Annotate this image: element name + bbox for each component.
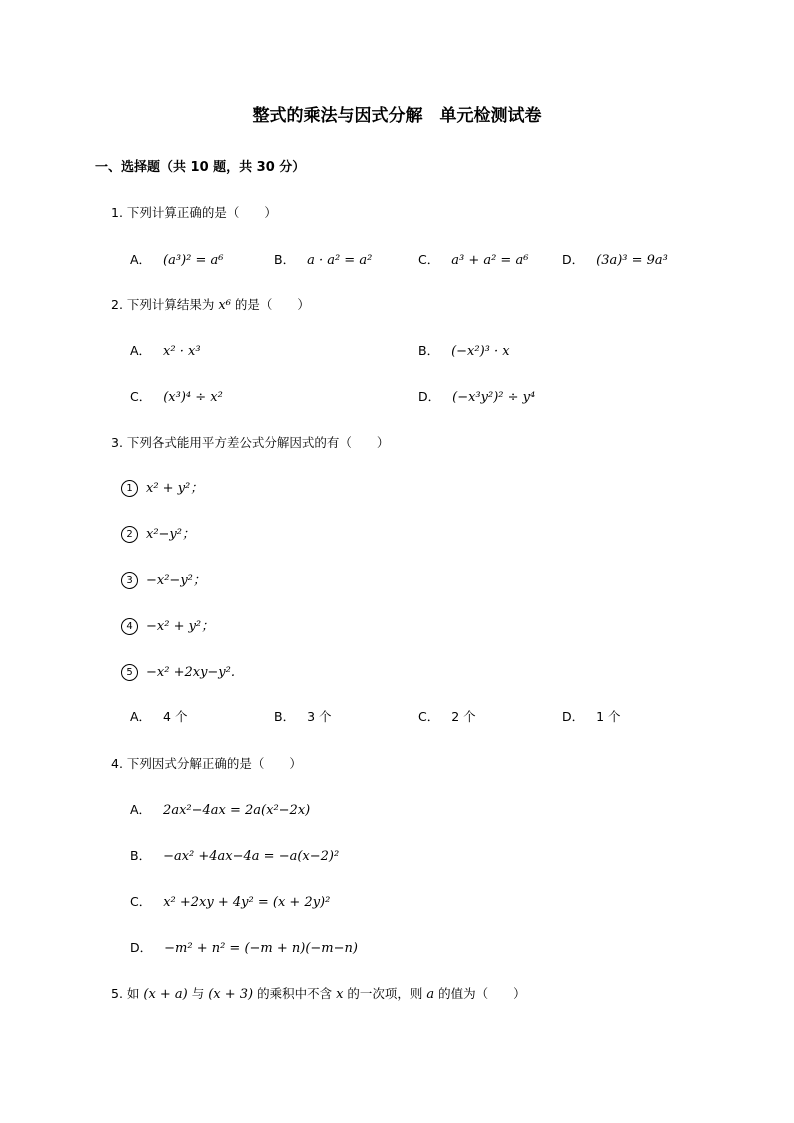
- option-label: A．: [130, 709, 152, 724]
- q1-option-b: [274, 254, 372, 267]
- option-math: 2ax²−4ax = 2a(x²−2x): [163, 803, 311, 818]
- option-math: −m² + n² = (−m + n)(−m−n): [164, 941, 358, 956]
- circled-number: 2: [121, 526, 138, 543]
- option-math: a³ + a² = a⁶: [451, 253, 529, 268]
- option-text: 1 个: [596, 709, 621, 724]
- option-text: 3 个: [307, 709, 332, 724]
- item-math: −x²−y²；: [146, 573, 206, 588]
- option-label: A．: [130, 802, 152, 817]
- q3-item-1: [121, 480, 203, 497]
- q4-option-a: [130, 804, 310, 817]
- item-math: −x² + y²；: [146, 619, 215, 634]
- circled-number: 1: [121, 480, 138, 497]
- option-label: B．: [418, 343, 440, 358]
- option-label: D．: [130, 940, 153, 955]
- option-math: x² +2xy + 4y² = (x + 2y)²: [163, 895, 331, 910]
- stem-math: x: [336, 987, 344, 1002]
- option-label: C．: [130, 894, 152, 909]
- option-label: B．: [274, 252, 296, 267]
- question-2-stem: [111, 299, 310, 312]
- option-math: (−x³y²)² ÷ y⁴: [452, 390, 536, 405]
- q3-item-4: [121, 618, 214, 635]
- stem-text: 的值为（ ）: [434, 986, 526, 1001]
- stem-text: 2. 下列计算结果为: [111, 297, 219, 312]
- q1-option-a: [130, 254, 223, 267]
- option-math: (3a)³ = 9a³: [596, 253, 668, 268]
- q3-item-5: [121, 664, 235, 681]
- question-4-stem: 4. 下列因式分解正确的是（ ）: [111, 756, 302, 771]
- circled-number: 5: [121, 664, 138, 681]
- q2-option-d: [418, 391, 535, 404]
- item-math: x² + y²；: [146, 481, 204, 496]
- stem-text: 5. 如: [111, 986, 144, 1001]
- stem-math: a: [426, 987, 435, 1002]
- option-label: C．: [130, 389, 152, 404]
- circled-number: 3: [121, 572, 138, 589]
- option-math: (x³)⁴ ÷ x²: [163, 390, 223, 405]
- stem-text: 的乘积中不含: [253, 986, 337, 1001]
- option-text: 2 个: [451, 709, 476, 724]
- item-math: x²−y²；: [146, 527, 195, 542]
- question-3-stem: 3. 下列各式能用平方差公式分解因式的有（ ）: [111, 435, 390, 450]
- option-label: B．: [130, 848, 152, 863]
- stem-math: (x + 3): [208, 987, 254, 1002]
- q3-option-b: [274, 711, 332, 724]
- question-5-stem: [111, 988, 526, 1001]
- q3-option-c: [418, 711, 476, 724]
- circled-number: 4: [121, 618, 138, 635]
- q1-option-d: [562, 254, 668, 267]
- q2-option-a: [130, 345, 201, 358]
- q4-option-d: [130, 942, 358, 955]
- option-math: (a³)² = a⁶: [163, 253, 224, 268]
- q3-option-a: [130, 711, 187, 724]
- option-math: x² · x³: [163, 344, 201, 359]
- stem-math: (x + a): [143, 987, 188, 1002]
- stem-text: 的是（ ）: [230, 297, 310, 312]
- option-label: C．: [418, 709, 440, 724]
- option-math: (−x²)³ · x: [451, 344, 510, 359]
- section-heading: 一、选择题（共 10 题，共 30 分）: [95, 160, 306, 175]
- option-label: D．: [418, 389, 441, 404]
- q3-item-3: [121, 572, 206, 589]
- option-math: a · a² = a²: [307, 253, 373, 268]
- q3-item-2: [121, 526, 195, 543]
- q3-option-d: [562, 711, 621, 724]
- option-label: C．: [418, 252, 440, 267]
- item-math: −x² +2xy−y².: [146, 665, 235, 680]
- option-text: 4 个: [163, 709, 188, 724]
- stem-math: x⁶: [218, 298, 231, 313]
- q1-option-c: [418, 254, 528, 267]
- option-label: A．: [130, 252, 152, 267]
- q2-option-c: [130, 391, 223, 404]
- option-label: B．: [274, 709, 296, 724]
- question-1-stem: 1. 下列计算正确的是（ ）: [111, 205, 277, 220]
- q2-option-b: [418, 345, 510, 358]
- q4-option-c: [130, 896, 330, 909]
- option-label: D．: [562, 709, 585, 724]
- stem-text: 的一次项，则: [343, 986, 427, 1001]
- option-label: D．: [562, 252, 585, 267]
- q4-option-b: [130, 850, 339, 863]
- page-title: 整式的乘法与因式分解 单元检测试卷: [252, 106, 542, 126]
- stem-text: 与: [187, 986, 209, 1001]
- option-math: −ax² +4ax−4a = −a(x−2)²: [163, 849, 340, 864]
- option-label: A．: [130, 343, 152, 358]
